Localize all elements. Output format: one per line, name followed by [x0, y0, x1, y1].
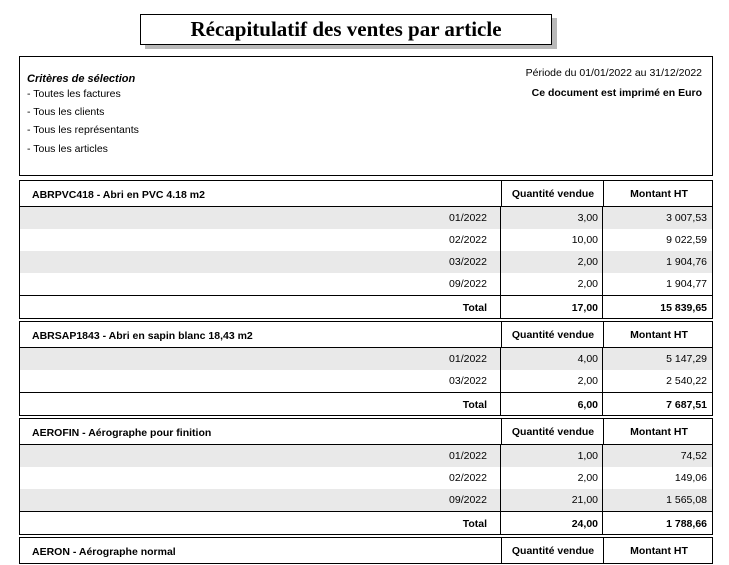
report-title-box — [140, 14, 552, 45]
row-amount: 74,52 — [680, 450, 707, 462]
table-row — [19, 348, 713, 370]
article-header — [19, 418, 713, 445]
total-amount-cell — [602, 296, 713, 318]
article-header — [19, 180, 713, 207]
total-row — [19, 392, 713, 416]
row-qty-cell — [500, 348, 602, 370]
row-qty: 21,00 — [571, 494, 598, 506]
row-amount-cell — [602, 467, 713, 489]
row-amount: 1 565,08 — [666, 494, 707, 506]
row-period: 01/2022 — [449, 212, 487, 224]
total-qty: 24,00 — [571, 518, 598, 530]
sales-report-table — [19, 180, 713, 564]
row-amount: 9 022,59 — [666, 234, 707, 246]
row-period: 01/2022 — [449, 450, 487, 462]
row-qty: 10,00 — [571, 234, 598, 246]
total-qty-cell — [500, 296, 602, 318]
row-qty-cell — [500, 445, 602, 467]
table-row — [19, 251, 713, 273]
row-amount-cell — [602, 445, 713, 467]
table-row — [19, 207, 713, 229]
row-period: 02/2022 — [449, 234, 487, 246]
total-row — [19, 295, 713, 319]
row-amount: 2 540,22 — [666, 375, 707, 387]
table-row — [19, 467, 713, 489]
amount-column-header: Montant HT — [603, 181, 714, 206]
article-header — [19, 537, 713, 564]
table-row — [19, 489, 713, 511]
total-label: Total — [462, 399, 487, 411]
row-amount: 1 904,77 — [666, 278, 707, 290]
row-qty: 1,00 — [577, 450, 598, 462]
total-amount-cell — [602, 512, 713, 534]
row-qty-cell — [500, 207, 602, 229]
total-row — [19, 511, 713, 535]
article-name: AERON - Aérographe normal — [32, 546, 176, 558]
criteria-line: - Tous les articles — [27, 143, 108, 155]
row-period: 03/2022 — [449, 375, 487, 387]
amount-column-header: Montant HT — [603, 538, 714, 563]
article-name: ABRSAP1843 - Abri en sapin blanc 18,43 m2 — [32, 330, 253, 342]
row-amount-cell — [602, 489, 713, 511]
total-qty-cell — [500, 393, 602, 415]
row-amount: 5 147,29 — [666, 353, 707, 365]
criteria-line: - Toutes les factures — [27, 88, 121, 100]
row-qty: 2,00 — [577, 256, 598, 268]
row-qty-cell — [500, 273, 602, 295]
total-qty: 6,00 — [577, 399, 598, 411]
row-qty: 3,00 — [577, 212, 598, 224]
total-label: Total — [462, 302, 487, 314]
row-amount: 1 904,76 — [666, 256, 707, 268]
table-row — [19, 445, 713, 467]
total-qty-cell — [500, 512, 602, 534]
currency-note: Ce document est imprimé en Euro — [531, 87, 702, 99]
row-amount-cell — [602, 273, 713, 295]
amount-column-header: Montant HT — [603, 322, 714, 347]
row-qty: 2,00 — [577, 375, 598, 387]
table-row — [19, 370, 713, 392]
row-qty: 4,00 — [577, 353, 598, 365]
criteria-box — [19, 56, 713, 176]
criteria-line: - Tous les clients — [27, 106, 105, 118]
article-name: ABRPVC418 - Abri en PVC 4.18 m2 — [32, 189, 205, 201]
row-period: 02/2022 — [449, 472, 487, 484]
row-qty-cell — [500, 489, 602, 511]
row-amount: 149,06 — [674, 472, 707, 484]
row-period: 03/2022 — [449, 256, 487, 268]
row-qty-cell — [500, 467, 602, 489]
row-qty-cell — [500, 251, 602, 273]
row-period: 01/2022 — [449, 353, 487, 365]
row-period: 09/2022 — [449, 278, 487, 290]
row-amount: 3 007,53 — [666, 212, 707, 224]
qty-column-header: Quantité vendue — [501, 181, 604, 206]
criteria-heading: Critères de sélection — [27, 73, 136, 85]
article-name: AEROFIN - Aérographe pour finition — [32, 427, 212, 439]
total-amount: 7 687,51 — [666, 399, 707, 411]
row-qty: 2,00 — [577, 472, 598, 484]
period-range: Période du 01/01/2022 au 31/12/2022 — [525, 67, 702, 79]
criteria-line: - Tous les représentants — [27, 124, 139, 136]
qty-column-header: Quantité vendue — [501, 419, 604, 444]
row-qty-cell — [500, 370, 602, 392]
total-amount: 15 839,65 — [660, 302, 707, 314]
table-row — [19, 273, 713, 295]
report-title: Récapitulatif des ventes par article — [190, 17, 502, 41]
table-row — [19, 229, 713, 251]
row-amount-cell — [602, 370, 713, 392]
article-header — [19, 321, 713, 348]
row-amount-cell — [602, 207, 713, 229]
total-amount: 1 788,66 — [666, 518, 707, 530]
row-amount-cell — [602, 251, 713, 273]
total-label: Total — [462, 518, 487, 530]
amount-column-header: Montant HT — [603, 419, 714, 444]
row-qty-cell — [500, 229, 602, 251]
qty-column-header: Quantité vendue — [501, 538, 604, 563]
total-qty: 17,00 — [571, 302, 598, 314]
qty-column-header: Quantité vendue — [501, 322, 604, 347]
row-period: 09/2022 — [449, 494, 487, 506]
row-amount-cell — [602, 229, 713, 251]
row-amount-cell — [602, 348, 713, 370]
total-amount-cell — [602, 393, 713, 415]
row-qty: 2,00 — [577, 278, 598, 290]
